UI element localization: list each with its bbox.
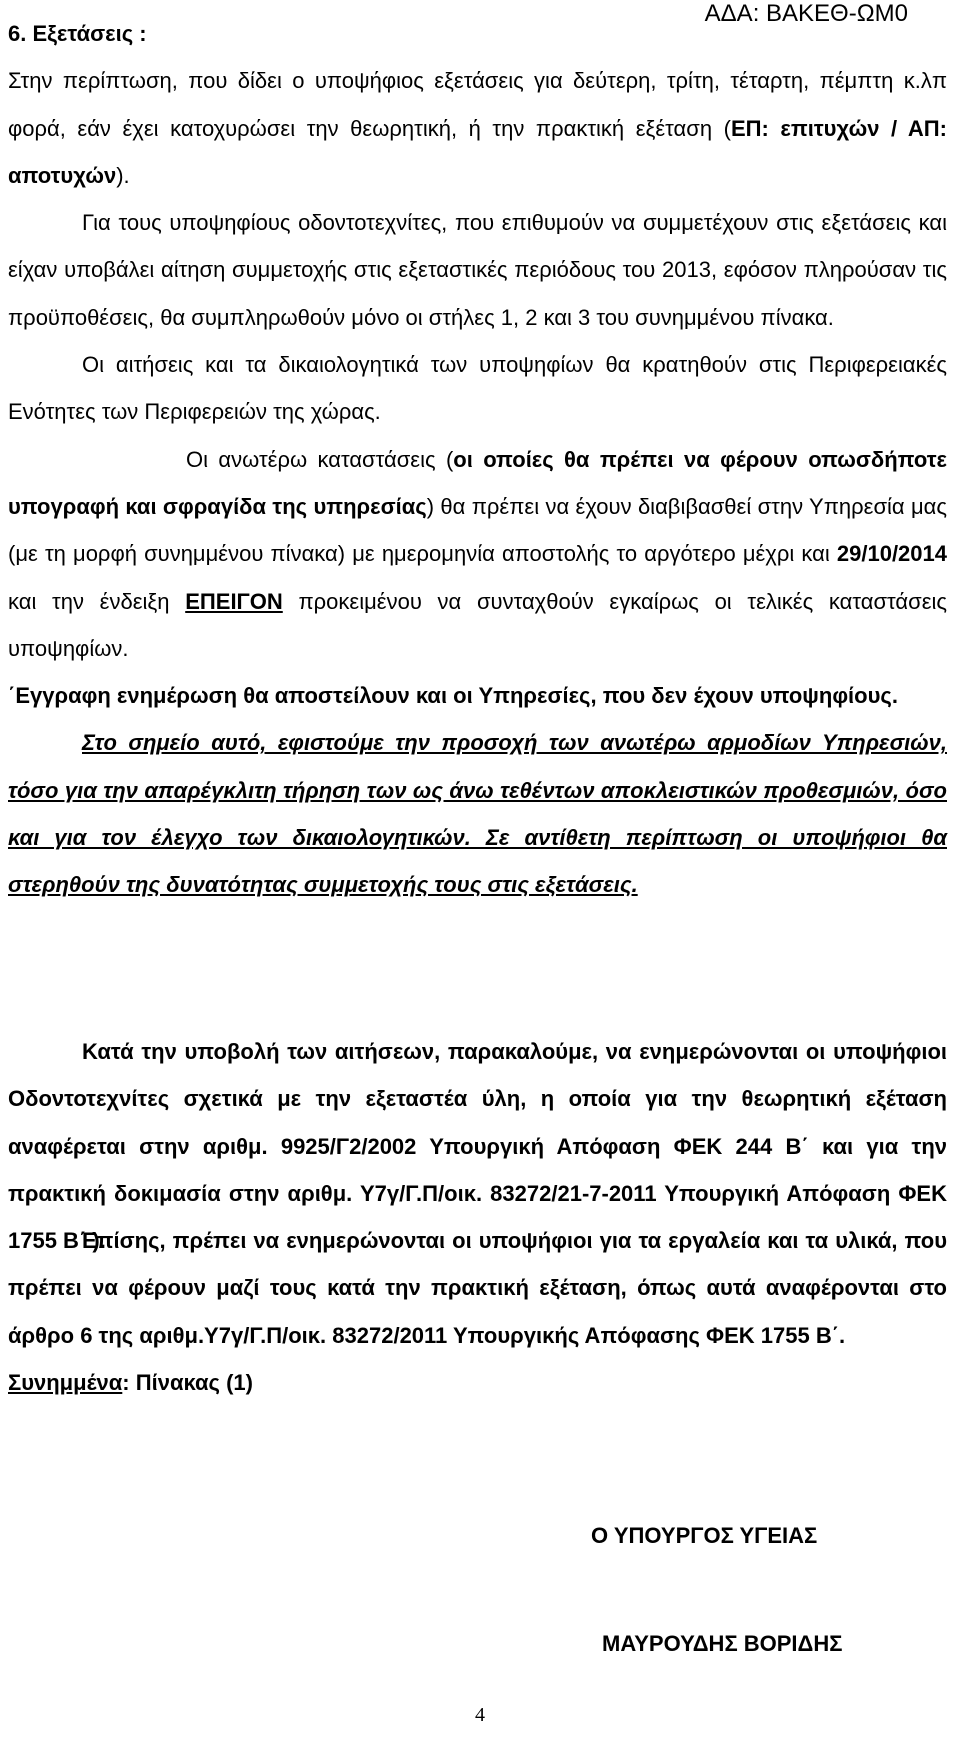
paragraph-tools: Επίσης, πρέπει να ενημερώνονται οι υποψήφιοι για τα εργαλεία και τα υλικά, που πρέπει να φέρουν μαζί τους κατά την πρακτική εξέταση, όπως αυτά αναφέρονται στο άρθρο 6 της αριθμ.Υ7γ/Γ.Π/οικ. 83272/2011 Υπουργικής Απόφασης ΦΕΚ 1755 Β΄.: [8, 1228, 947, 1348]
paragraph-applications-kept: Οι αιτήσεις και τα δικαιολογητικά των υποψηφίων θα κρατηθούν στις Περιφερειακές Ενότητες των Περιφερειών της χώρας.: [8, 352, 947, 425]
signature-title: Ο ΥΠΟΥΡΓΟΣ ΥΓΕΙΑΣ: [591, 1523, 818, 1548]
p1-bold: ΕΠ: επιτυχών / ΑΠ: αποτυχών: [8, 115, 947, 188]
p4-end: προκειμένου να συνταχθούν εγκαίρως οι τελικές καταστάσεις υποψηφίων.: [8, 588, 947, 661]
paragraph-repeat-exams: [8, 57, 947, 199]
deadline-date: 29/10/2014: [836, 541, 947, 567]
urgent-label: ΕΠΕΙΓΟΝ: [185, 588, 283, 614]
paragraph-syllabus: Κατά την υποβολή των αιτήσεων, παρακαλούμε, να ενημερώνονται οι υποψήφιοι Οδοντοτεχνίτες σχετικά με την εξεταστέα ύλη, η οποία για την θεωρητική εξέταση αναφέρεται στην αριθμ. 9925/Γ2/2002 Υπουργική Απόφαση ΦΕΚ 244 Β΄ και για την πρακτική δοκιμασία στην αριθμ. Υ7γ/Γ.Π/οικ. 83272/21-7-2011 Υπουργική Απόφαση ΦΕΚ 1755 Β΄ ).: [8, 1039, 947, 1254]
attachments-value: : Πίνακας (1): [122, 1369, 253, 1395]
paragraph-dental-technicians: Για τους υποψηφίους οδοντοτεχνίτες, που επιθυμούν να συμμετέχουν στις εξετάσεις και είχαν υποβάλει αίτηση συμμετοχής στις εξεταστικές περιόδους του 2013, εφόσον πληρούσαν τις προϋποθέσεις, θα συμπληρωθούν μόνο οι στήλες 1, 2 και 3 του συνημμένου πίνακα.: [8, 210, 947, 330]
paragraph-attention: [8, 719, 947, 908]
attachments-line: [8, 1359, 947, 1406]
ada-code: ΑΔΑ: ΒΑΚΕΘ-ΩΜ0: [704, 0, 908, 27]
section-title: 6. Εξετάσεις :: [8, 21, 147, 46]
p4-start: Οι ανωτέρω καταστάσεις (: [186, 446, 454, 472]
attention-text: Στο σημείο αυτό, εφιστούμε την προσοχή των ανωτέρω αρμοδίων Υπηρεσιών, τόσο για την απαρέγκλιτη τήρηση των ως άνω τεθέντων αποκλειστικών προθεσμιών, όσο και για τον έλεγχο των δικαιολογητικών. Σε αντίθετη περίπτωση οι υποψήφιοι θα στερηθούν της δυνατότητας συμμετοχής τους στις εξετάσεις.: [8, 730, 947, 898]
paragraph-deadline: [8, 436, 947, 672]
section-6-block: [8, 10, 947, 909]
attachments-label: Συνημμένα: [8, 1369, 123, 1395]
p1-text: Στην περίπτωση, που δίδει ο υποψήφιος εξετάσεις για δεύτερη, τρίτη, τέταρτη, πέμπτη κ.λπ φορά, εάν έχει κατοχυρώσει την θεωρητική, ή την πρακτική εξέταση (: [8, 68, 947, 141]
signature-name: ΜΑΥΡΟΥΔΗΣ ΒΟΡΙΔΗΣ: [602, 1631, 843, 1656]
p4-mid: ) θα πρέπει να έχουν διαβιβασθεί στην Υπηρεσία μας (με τη μορφή συνημμένου πίνακα) με ημερομηνία αποστολής το αργότερο μέχρι και: [8, 493, 947, 567]
tools-block: [8, 1217, 947, 1406]
p4-bold: οι οποίες θα πρέπει να φέρουν οπωσδήποτε υπογραφή και σφραγίδα της υπηρεσίας: [8, 446, 947, 519]
page-number: 4: [475, 1704, 485, 1726]
p4-mid2: και την ένδειξη: [8, 588, 186, 614]
p1-end: ).: [116, 162, 130, 188]
paragraph-written-update: ΄Εγγραφη ενημέρωση θα αποστείλουν και οι Υπηρεσίες, που δεν έχουν υποψηφίους.: [8, 683, 898, 709]
